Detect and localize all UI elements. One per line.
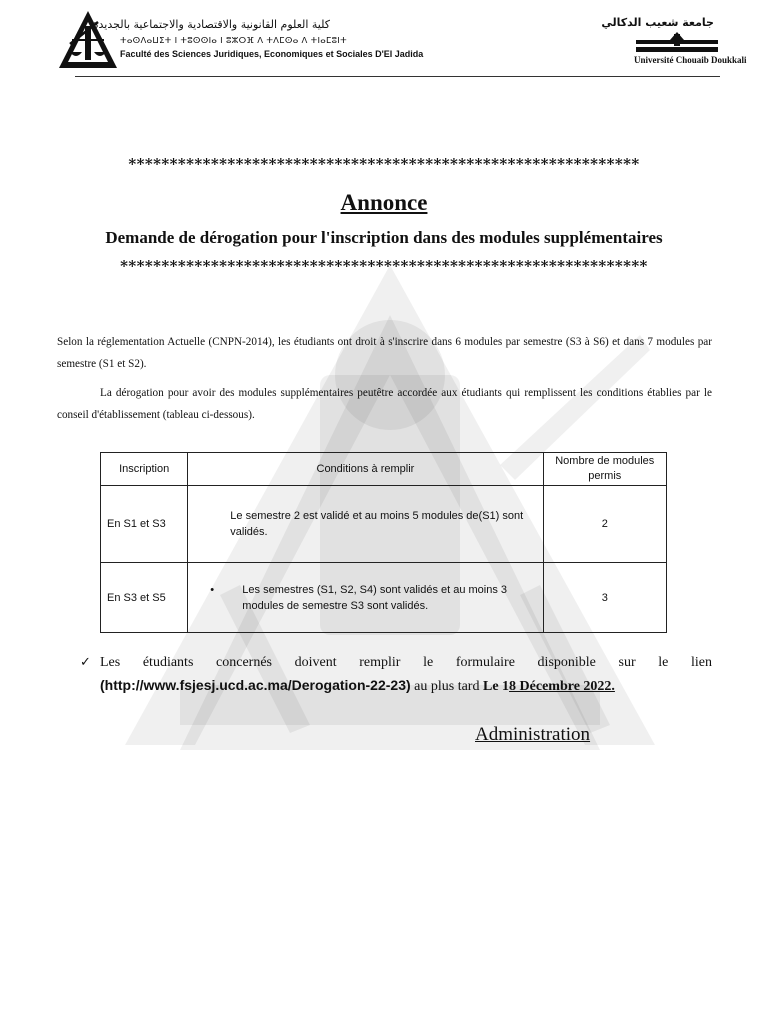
- deadline-prefix: Le 1: [482, 679, 510, 694]
- row-condition: Le semestre 2 est validé et au moins 5 modules de(S1) sont validés.: [230, 510, 524, 538]
- table-header-row: [101, 453, 667, 486]
- page-subtitle: Demande de dérogation pour l'inscription dans des modules supplémentaires: [105, 228, 663, 247]
- table-header-conditions: Conditions à remplir: [188, 453, 543, 486]
- note-middle: au plus tard: [414, 679, 480, 694]
- header-divider: [75, 76, 720, 77]
- note-text: Les étudiants concernés doivent remplir le formulaire disponible sur le lien: [100, 655, 712, 670]
- checkmark-icon: ✓: [80, 655, 91, 670]
- table-header-modules: Nombre de modules permis: [543, 453, 666, 486]
- row-condition-cell: [188, 563, 543, 633]
- stars-divider-top: **************************************************************: [128, 155, 640, 173]
- table-row: [101, 563, 667, 633]
- deadline-note: [80, 652, 712, 698]
- conditions-table: [100, 452, 667, 633]
- university-logo-icon: [634, 32, 720, 54]
- bullet-icon: •: [210, 583, 215, 596]
- university-header: [601, 14, 747, 70]
- row-inscription: En S3 et S5: [101, 563, 188, 633]
- table-header-inscription: Inscription: [101, 453, 188, 486]
- faculty-header: [58, 10, 424, 70]
- row-inscription: En S1 et S3: [101, 486, 188, 563]
- faculty-name-french: Faculté des Sciences Juridiques, Economiques et Sociales D'El Jadida: [120, 49, 424, 59]
- row-modules: 2: [543, 486, 666, 563]
- deadline-date: 8 Décembre 2022.: [509, 679, 615, 694]
- row-modules: 3: [543, 563, 666, 633]
- faculty-name-tifinagh: ⵜⴰⵙⴷⴰⵡⵉⵜ ⵏ ⵜⵓⵙⵙⵏⴰ ⵏ ⵓⵣⵔⴼ ⴷ ⵜⴷⵎⵙⴰ ⴷ ⵜⵏⴰⵎⵓⵏⵜ: [120, 36, 347, 46]
- faculty-name-arabic: كلية العلوم القانونية والاقتصادية والاجتماعية بالجديدة: [92, 18, 330, 31]
- row-condition: Les semestres (S1, S2, S4) sont validés et au moins 3 modules de semestre S3 sont validés.: [242, 583, 508, 612]
- table-row: [101, 486, 667, 563]
- page-title: Annonce: [340, 190, 428, 215]
- derogation-paragraph: La dérogation pour avoir des modules supplémentaires peutêtre accordée aux étudiants qui remplissent les conditions établies par le conseil d'établissement (tableau ci-dessous).: [57, 387, 712, 421]
- university-name-french: Université Chouaib Doukkali: [634, 55, 747, 65]
- row-condition-bullet-item: [210, 582, 536, 614]
- note-body: [100, 652, 712, 698]
- signature: Administration: [475, 724, 591, 745]
- university-name-arabic: جامعة شعيب الدكالي: [601, 16, 714, 29]
- regulation-paragraph: Selon la réglementation Actuelle (CNPN-2014), les étudiants ont droit à s'inscrire dans 6 modules par semestre (S3 à S6) et dans 7 modules par semestre (S1 et S2).: [57, 336, 712, 370]
- row-condition-cell: [188, 486, 543, 563]
- stars-divider-bottom: ****************************************************************: [120, 257, 648, 275]
- form-link[interactable]: (http://www.fsjesj.ucd.ac.ma/Derogation-22-23): [100, 677, 411, 693]
